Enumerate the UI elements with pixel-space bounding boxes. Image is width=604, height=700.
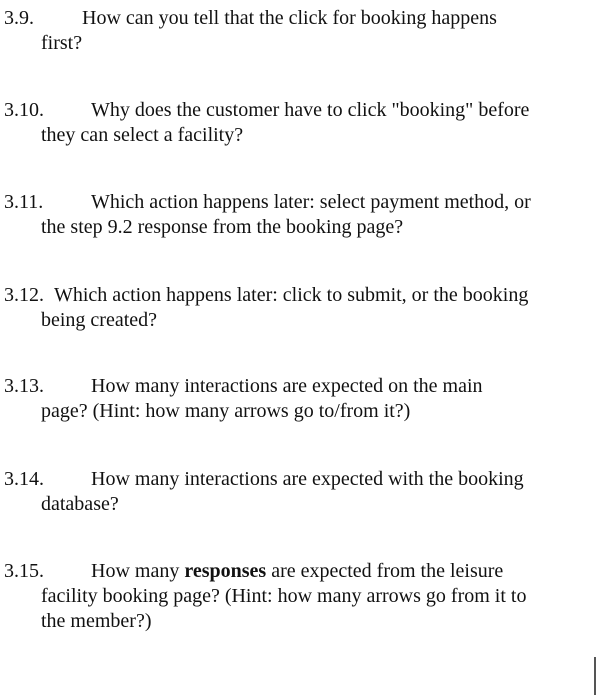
question-line (4, 374, 594, 399)
question-line (4, 6, 594, 31)
question-3-11 (4, 190, 594, 240)
text-cursor (594, 657, 596, 695)
question-number: 3.14. (4, 468, 44, 490)
question-number: 3.12. (4, 284, 44, 306)
question-3-15 (4, 559, 594, 634)
question-text-emphasis: responses (184, 560, 267, 582)
question-text: Why does the customer have to click "booking" before (91, 99, 530, 121)
question-number: 3.15. (4, 560, 44, 582)
question-text-continued: they can select a facility? (41, 124, 244, 146)
question-text: How many (91, 560, 185, 582)
question-text: Which action happens later: select payment method, or (91, 191, 531, 213)
question-3-14 (4, 467, 594, 517)
question-text-continued: the member?) (41, 610, 152, 632)
question-text: How many interactions are expected with the booking (91, 468, 524, 490)
question-3-10 (4, 98, 594, 148)
question-text: How many interactions are expected on the main (91, 375, 483, 397)
question-number: 3.11. (4, 191, 44, 213)
question-text-continued: database? (41, 493, 119, 515)
question-text-continued: the step 9.2 response from the booking page? (41, 216, 404, 238)
question-text: How can you tell that the click for booking happens (82, 7, 497, 29)
question-number: 3.13. (4, 375, 44, 397)
question-number: 3.9. (4, 7, 34, 29)
question-text: Which action happens later: click to submit, or the booking (54, 284, 529, 306)
question-text: are expected from the leisure (266, 560, 504, 582)
question-3-9 (4, 6, 594, 56)
question-3-12 (4, 283, 594, 333)
question-text-continued: being created? (41, 309, 158, 331)
question-line (4, 559, 594, 584)
question-text-continued: facility booking page? (Hint: how many arrows go from it to (41, 585, 527, 607)
question-text-continued: page? (Hint: how many arrows go to/from it?) (41, 400, 411, 422)
question-text-continued: first? (41, 32, 83, 54)
question-line (4, 190, 594, 215)
question-line (4, 98, 594, 123)
question-number: 3.10. (4, 99, 44, 121)
question-line (4, 467, 594, 492)
question-line (4, 283, 594, 308)
question-3-13 (4, 374, 594, 424)
